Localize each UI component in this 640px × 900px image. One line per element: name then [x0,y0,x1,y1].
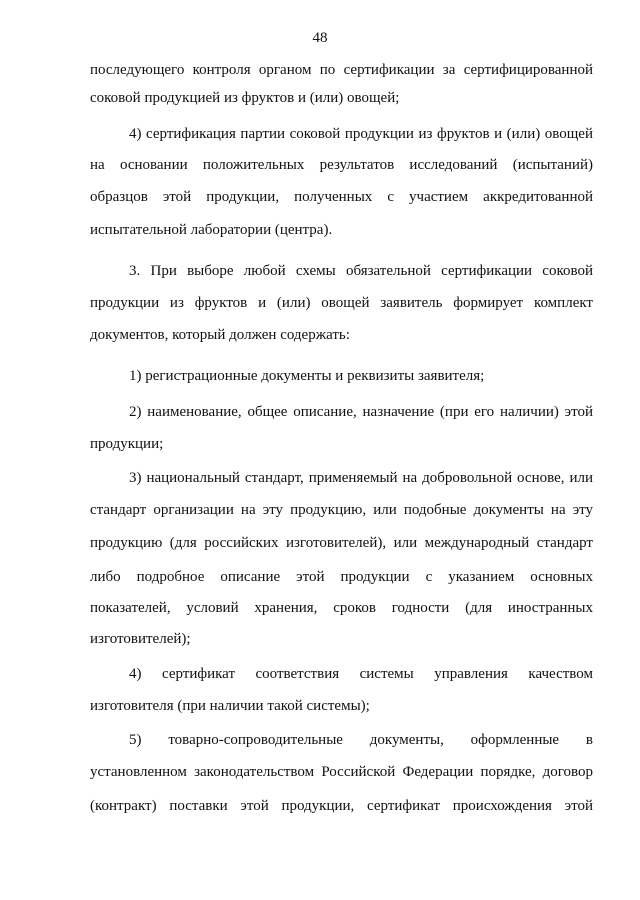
text-line: образцов этой продукции, полученных с участием аккредитованной [90,189,593,205]
text-line: продукции; [90,436,164,452]
text-line: последующего контроля органом по сертификации за сертифицированной [90,62,593,78]
text-line: испытательной лаборатории (центра). [90,222,333,238]
page-number: 48 [312,30,328,46]
text-line: 3. При выборе любой схемы обязательной сертификации соковой [129,263,593,279]
text-line: стандарт организации на эту продукцию, или подобные документы на эту [90,502,593,518]
text-line: документов, который должен содержать: [90,327,350,343]
text-line: либо подробное описание этой продукции с указанием основных [90,569,593,585]
text-line: установленном законодательством Российской Федерации порядке, договор [90,764,593,780]
text-line: показателей, условий хранения, сроков годности (для иностранных [90,600,593,616]
text-line: 3) национальный стандарт, применяемый на добровольной основе, или [129,470,593,486]
text-line: изготовителей); [90,631,191,647]
text-line: (контракт) поставки этой продукции, сертификат происхождения этой [90,798,593,814]
text-line: соковой продукцией из фруктов и (или) овощей; [90,90,400,106]
text-line: 2) наименование, общее описание, назначение (при его наличии) этой [129,404,593,420]
text-line: 4) сертификат соответствия системы управления качеством [129,666,593,682]
text-line: 1) регистрационные документы и реквизиты заявителя; [129,368,485,384]
text-line: 4) сертификация партии соковой продукции из фруктов и (или) овощей [129,126,593,142]
text-line: продукции из фруктов и (или) овощей заявитель формирует комплект [90,295,593,311]
text-line: 5) товарно-сопроводительные документы, оформленные в [129,732,593,748]
text-line: на основании положительных результатов исследований (испытаний) [90,157,593,173]
text-line: продукцию (для российских изготовителей), или международный стандарт [90,535,593,551]
text-line: изготовителя (при наличии такой системы); [90,698,370,714]
